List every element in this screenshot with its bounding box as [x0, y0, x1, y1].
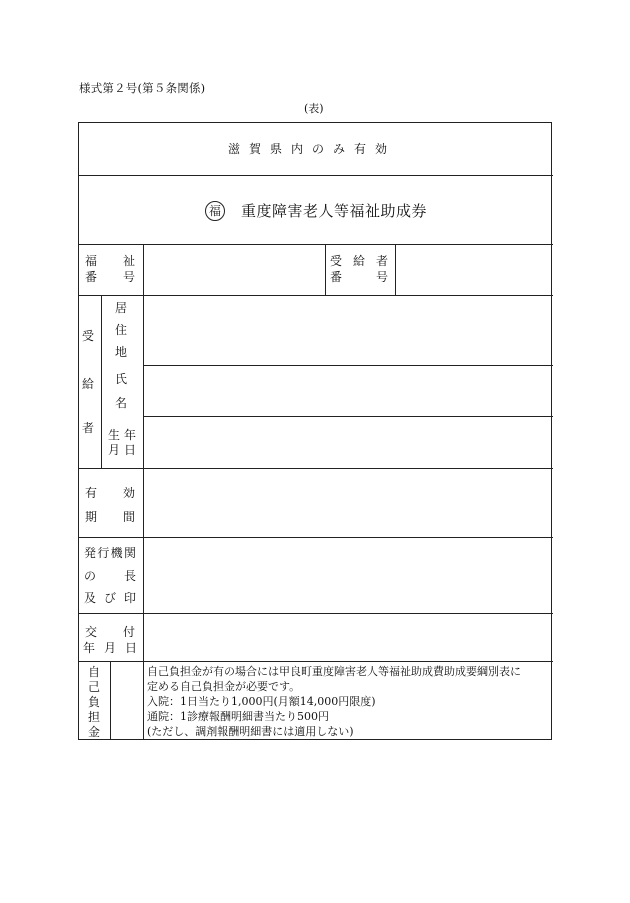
fuku-mark: 福	[205, 201, 225, 221]
birth-date-label-2: 月 日	[108, 443, 136, 457]
validity-period-label-2: 期 間	[85, 510, 135, 524]
copay-char-3: 負	[88, 695, 101, 709]
ticket-title-row	[205, 200, 427, 221]
copay-note-line: 入院：1日当たり1,000円(月額14,000円限度)	[147, 695, 376, 708]
copay-note-line: 定める自己負担金が必要です。	[147, 680, 301, 693]
name-char-2: 名	[115, 396, 128, 410]
recipient-number-label-1: 受 給 者	[330, 254, 388, 268]
issuer-label-2: の 長	[84, 569, 136, 583]
issue-date-label-2: 年 月 日	[83, 641, 137, 655]
issuer-label-1: 発 行 機 関	[84, 546, 136, 560]
copay-char-5: 金	[88, 725, 101, 739]
issue-date-label-1: 交 付	[85, 625, 135, 639]
name-char-1: 氏	[115, 372, 128, 386]
copay-char-2: 己	[88, 680, 101, 694]
form-number: 様式第２号(第５条関係)	[79, 81, 206, 95]
welfare-number-label-1: 福 祉	[85, 254, 135, 268]
validity-area: 滋賀県内のみ有効	[228, 142, 397, 156]
ticket-title: 重度障害老人等福祉助成券	[241, 202, 428, 220]
address-char-1: 居	[115, 301, 128, 315]
address-char-3: 地	[115, 345, 128, 359]
copay-char-4: 担	[88, 710, 101, 724]
address-char-2: 住	[115, 323, 128, 337]
recipient-group-char-3: 者	[82, 421, 95, 435]
copay-note-line: (ただし、調剤報酬明細書には適用しない)	[147, 725, 354, 738]
copay-note-line: 自己負担金が有の場合には甲良町重度障害老人等福祉助成費助成要綱別表に	[147, 665, 521, 678]
validity-period-label-1: 有 効	[85, 486, 135, 500]
copay-note	[147, 664, 551, 739]
recipient-group-char-2: 給	[82, 377, 95, 391]
copay-note-line: 通院：1診療報酬明細書当たり500円	[147, 710, 329, 723]
recipient-group-char-1: 受	[82, 329, 95, 343]
issuer-label-3: 及 び 印	[84, 591, 136, 605]
side-label: (表)	[304, 102, 324, 115]
recipient-number-label-2: 番 号	[330, 270, 388, 284]
birth-date-label-1: 生 年	[108, 428, 136, 442]
copay-char-1: 自	[88, 665, 101, 679]
welfare-number-label-2: 番 号	[85, 270, 135, 284]
